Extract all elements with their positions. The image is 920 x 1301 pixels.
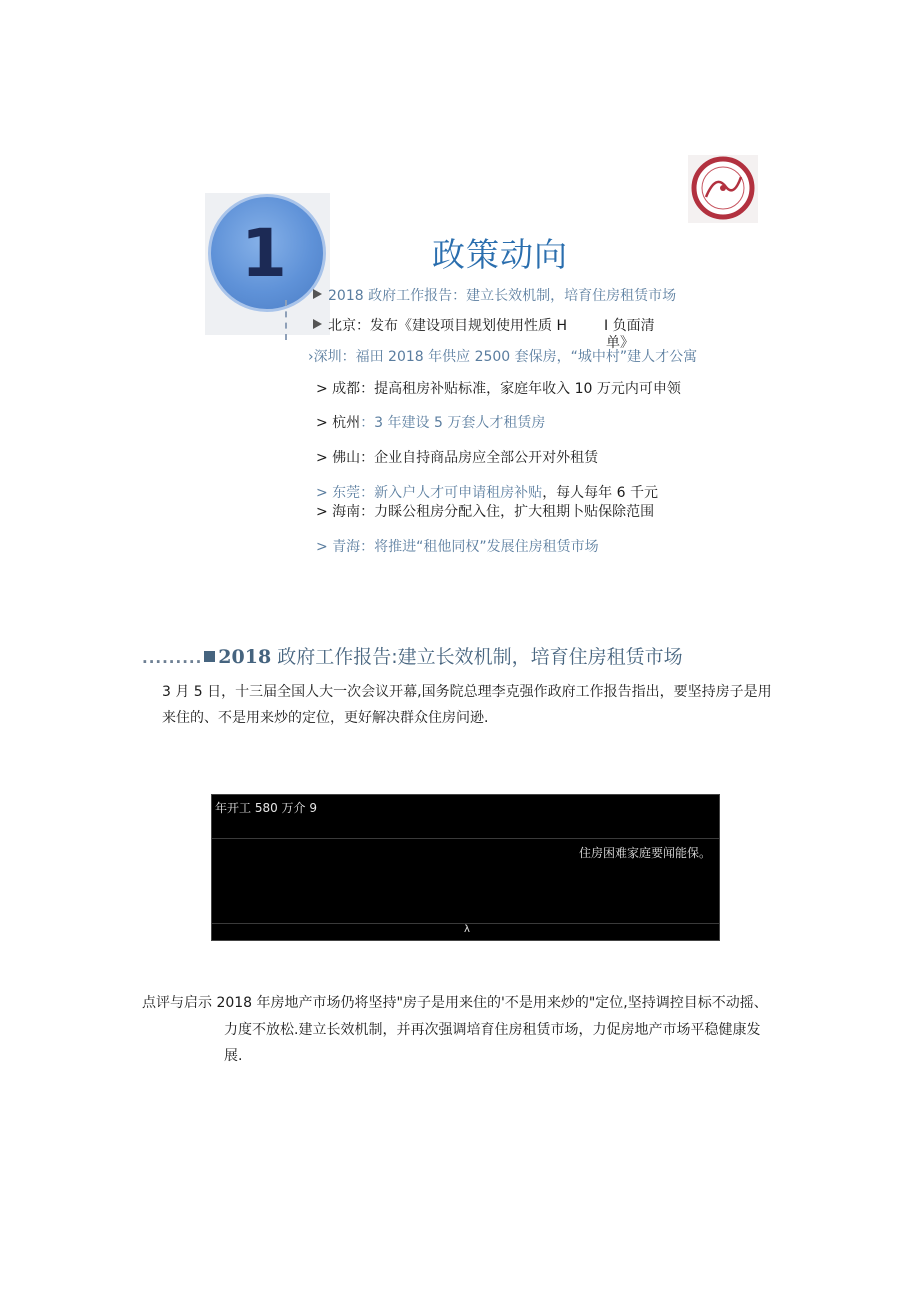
policy-bullet-5: > 杭州：3 年建设 5 万套人才租赁房 [316, 415, 546, 431]
policy-bullet-6: > 佛山：企业自持商品房应全部公开对外租赁 [316, 450, 599, 466]
policy-bullet-2-wrap: 单》 [606, 335, 634, 351]
policy-bullet-2-tail: I 负面清 [604, 318, 655, 334]
policy-bullet-2: 北京：发布《建设项目规划使用性质 H [313, 317, 567, 335]
arrow-bullet-icon [313, 289, 322, 299]
policy-bullet-3: ›深圳：福田 2018 年供应 2500 套保房，“城中村”建人才公寓 [308, 349, 698, 365]
sub-heading: ......... 2018 政府工作报告:建立长效机制，培育住房租赁市场 [142, 646, 683, 668]
dark-image-box [211, 794, 720, 941]
intro-paragraph-line-1: 3 月 5 日，十三届全国人大一次会议开幕,国务院总理李克强作政府工作报告指出，要坚持房子是用 [162, 684, 772, 700]
comment-line-3: 展. [224, 1048, 243, 1064]
dashed-connector [285, 300, 287, 340]
square-bullet-icon [204, 651, 215, 662]
intro-paragraph-line-2: 来住的、不是用来炒的定位，更好解决群众住房问逊. [162, 710, 489, 726]
section-title: 政策动向 [432, 235, 568, 274]
box-divider [212, 838, 719, 839]
policy-bullet-8: > 海南：力睬公租房分配入住，扩大租期卜贴保除范围 [316, 504, 655, 520]
arrow-bullet-icon [313, 319, 322, 329]
institution-seal-logo [688, 155, 758, 223]
box-bottom-mark: λ [464, 924, 470, 935]
comment-line-1: 点评与启示 2018 年房地产市场仍将坚持"房子是用来住的'不是用来炒的"定位,坚持调控目标不动摇、 [142, 995, 768, 1011]
policy-bullet-7: > 东莞：新入户人才可申请租房补贴，每人每年 6 千元 [316, 485, 658, 501]
badge-number: 1 [241, 214, 287, 292]
policy-bullet-4: > 成都：提高租房补贴标准，家庭年收入 10 万元内可申领 [316, 381, 681, 397]
box-right-text: 住房困难家庭要闻能保。 [578, 846, 711, 860]
box-top-text: 年开工 580 万介 9 [215, 801, 317, 815]
comment-line-2: 力度不放松.建立长效机制，并再次强调培育住房租赁市场，力促房地产市场平稳健康发 [224, 1022, 761, 1038]
policy-bullet-9: > 青海：将推进“租他同权”发展住房租赁市场 [316, 539, 599, 555]
policy-bullet-1: 2018 政府工作报告：建立长效机制，培育住房租赁市场 [313, 287, 676, 305]
